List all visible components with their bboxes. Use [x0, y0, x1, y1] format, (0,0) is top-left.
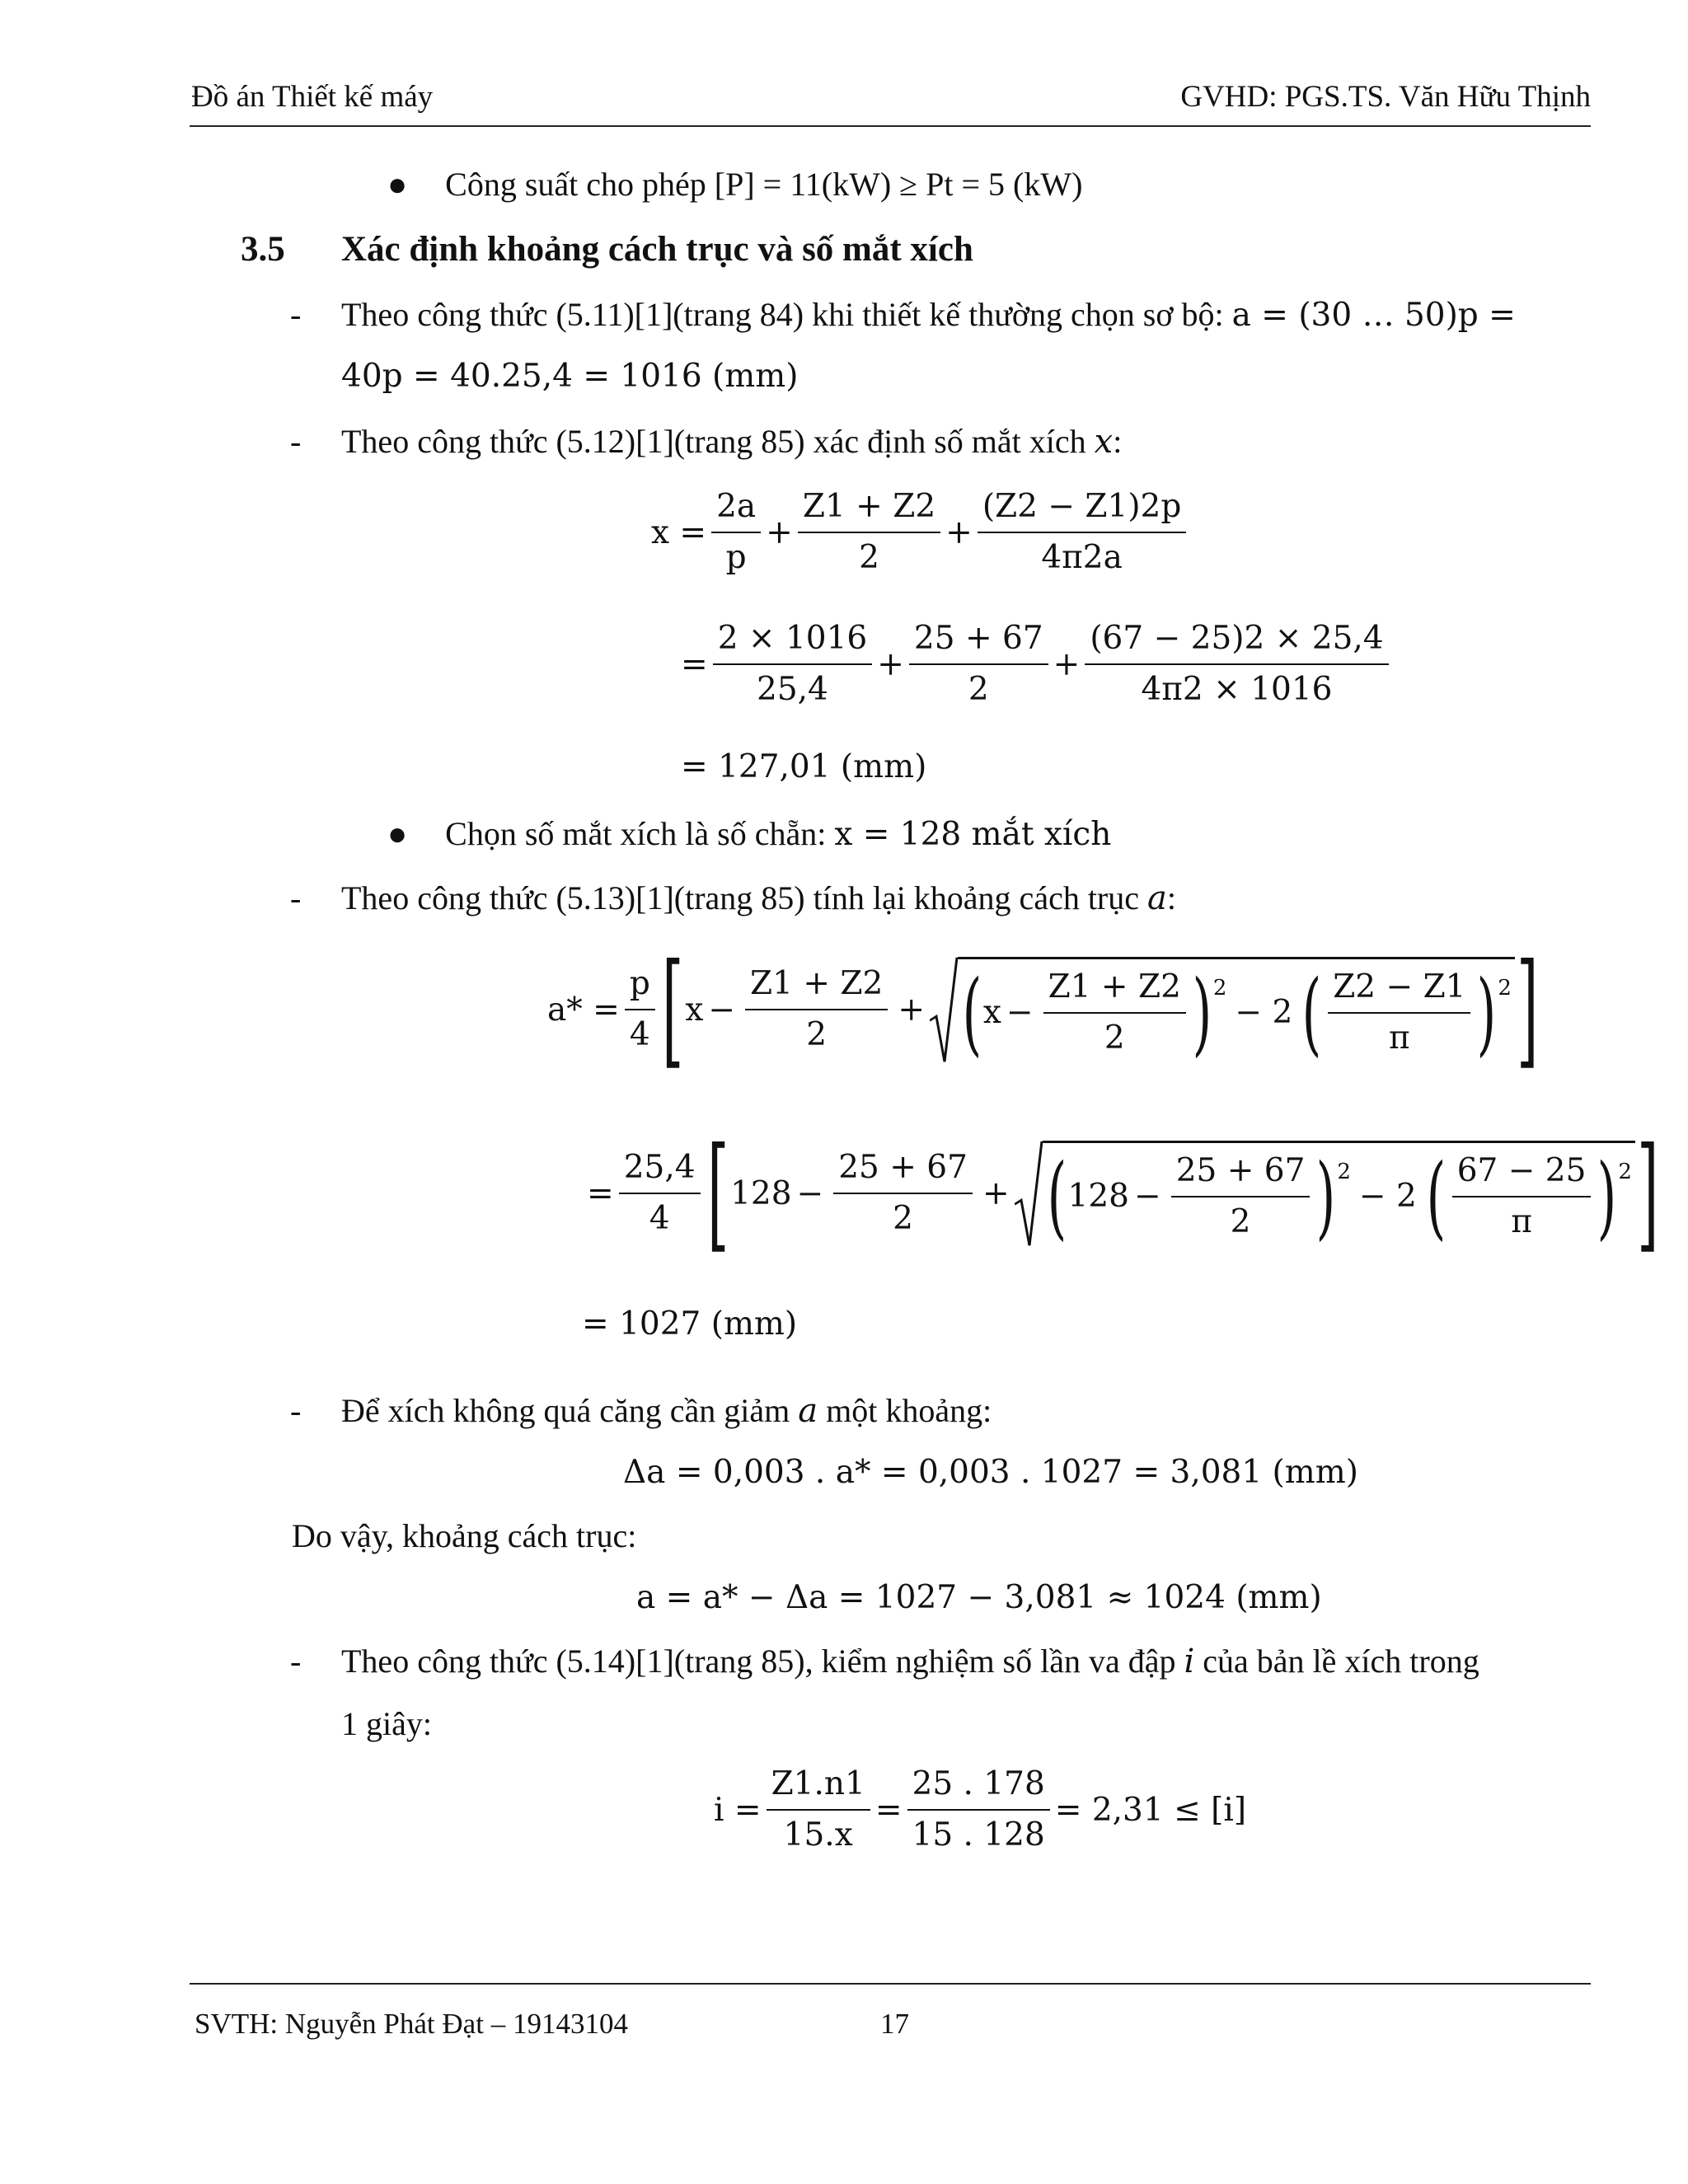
page-number: 17	[880, 2008, 909, 2040]
minus: −	[796, 1174, 824, 1212]
var-x: x	[685, 991, 704, 1029]
denominator: 2	[859, 539, 879, 576]
numerator: Z2 − Z1	[1328, 963, 1470, 1014]
denominator: π	[1389, 1019, 1410, 1057]
header-right: GVHD: PGS.TS. Văn Hữu Thịnh	[1180, 80, 1591, 114]
paragraph-2	[341, 422, 1122, 461]
denominator: 15 . 128	[912, 1816, 1045, 1854]
formula-a-final: a = a* − Δa = 1027 − 3,081 ≈ 1024 (mm)	[636, 1579, 1322, 1616]
eq-i-result: = 2,31 ≤ [i]	[1054, 1791, 1247, 1829]
var-x: x	[982, 994, 1001, 1031]
bullet-dot: ●	[387, 166, 408, 203]
minus-two: − 2	[1235, 994, 1293, 1031]
equation-x-numeric: = $\frac{2 \times 1016}{25,4}$ + $\frac{25 + 67}{2}$ + $\frac{(67 - 25)2 \times 25,4}{4\pi 2 \times 1016}$	[681, 614, 1394, 715]
colon: :	[1113, 423, 1123, 460]
var-x: x	[1094, 423, 1114, 461]
numerator: (67 − 25)2 × 25,4	[1085, 614, 1388, 665]
numerator: 2a	[711, 482, 761, 533]
minus-two: − 2	[1358, 1178, 1417, 1215]
exponent: 2	[1498, 975, 1512, 1001]
dash: -	[290, 423, 302, 460]
equation-a-result: = 1027 (mm)	[582, 1305, 798, 1343]
fraction	[713, 614, 873, 715]
denominator: π	[1511, 1202, 1532, 1240]
fraction	[625, 959, 655, 1060]
numerator: Z1 + Z2	[798, 482, 940, 533]
var-a: a	[1147, 879, 1167, 917]
fraction	[798, 482, 940, 583]
fraction	[833, 1143, 973, 1244]
bullet-choose	[387, 814, 1111, 853]
numerator: Z1 + Z2	[1043, 963, 1186, 1014]
square-root	[930, 957, 1515, 1066]
dash: -	[290, 1643, 302, 1680]
numerator: 25 . 178	[907, 1760, 1050, 1811]
fraction	[619, 1143, 701, 1244]
formula-delta-a: Δa = 0,003 . a* = 0,003 . 1027 = 3,081 (mm)	[623, 1454, 1358, 1491]
numerator: 25 + 67	[833, 1143, 973, 1194]
paragraph-4	[341, 1391, 992, 1430]
numerator: 67 − 25	[1452, 1146, 1592, 1197]
equation-i: i = $\frac{Z1.n1}{15.x}$ = $\frac{25 . 178}{15 . 128}$ = 2,31 ≤ [i]	[714, 1760, 1246, 1860]
equation-a-numeric: = $\frac{25,4}{4}$ [ 128 − $\frac{25 + 67}{2}$ + ( 128 − $\frac{25 + 67}{2}$ ) 2 − 2 ( $\frac{67 - 25}{\pi}$ ) 2 ]	[587, 1122, 1659, 1265]
paragraph-3	[341, 879, 1176, 917]
footer-rule	[190, 1983, 1591, 1985]
eq-x-lhs: x =	[651, 513, 707, 551]
value-128: 128	[1067, 1178, 1129, 1215]
fraction	[711, 482, 761, 583]
eq-a-lhs: a* =	[547, 991, 620, 1029]
equation-x-symbolic: x = $\frac{2a}{p}$ + $\frac{Z1 + Z2}{2}$ + $\frac{(Z2 - Z1)2p}{4\pi 2a}$	[651, 482, 1191, 583]
denominator: 2	[968, 671, 989, 708]
paragraph-4-text2: một khoảng:	[818, 1392, 992, 1429]
fraction	[909, 614, 1048, 715]
numerator: p	[625, 959, 655, 1010]
numerator: 25 + 67	[909, 614, 1048, 665]
exponent: 2	[1337, 1159, 1351, 1184]
paragraph-1-text: Theo công thức (5.11)[1](trang 84) khi thiết kế thường chọn sơ bộ:	[341, 296, 1232, 333]
denominator: 4π2a	[1041, 539, 1123, 576]
radical-sign	[1015, 1141, 1043, 1247]
numerator: 25,4	[619, 1143, 701, 1194]
denominator: 2	[1230, 1202, 1251, 1240]
exponent: 2	[1618, 1159, 1632, 1184]
fraction	[1171, 1146, 1311, 1247]
paragraph-4-text: Để xích không quá căng cần giảm	[341, 1392, 799, 1429]
paragraph-6-text: Theo công thức (5.14)[1](trang 85), kiểm nghiệm số lần va đập	[341, 1643, 1184, 1680]
numerator: 2 × 1016	[713, 614, 873, 665]
denominator: 25,4	[757, 671, 828, 708]
footer-left: SVTH: Nguyễn Phát Đạt – 19143104	[195, 2008, 628, 2040]
eq-i-lhs: i =	[714, 1791, 762, 1829]
header-left: Đồ án Thiết kế máy	[191, 80, 434, 114]
denominator: 4	[649, 1200, 670, 1237]
dash: -	[290, 879, 302, 916]
formula-a-value: 40p = 40.25,4 = 1016 (mm)	[341, 358, 799, 395]
paragraph-2-text: Theo công thức (5.12)[1](trang 85) xác định số mắt xích	[341, 423, 1095, 460]
fraction	[745, 959, 888, 1060]
value-128: 128	[730, 1174, 792, 1212]
fraction	[907, 1760, 1050, 1860]
bullet-power	[387, 165, 1082, 204]
plus: +	[982, 1174, 1010, 1212]
bullet-power-text: Công suất cho phép [P] = 11(kW) ≥ Pt = 5 (kW)	[445, 166, 1083, 203]
header-rule	[190, 125, 1591, 127]
denominator: 15.x	[783, 1816, 853, 1854]
minus: −	[1006, 994, 1034, 1031]
plus: +	[898, 991, 925, 1029]
square-root	[1015, 1141, 1635, 1247]
left-bracket: [	[706, 1122, 729, 1265]
paragraph-6	[341, 1642, 1479, 1680]
numerator: 25 + 67	[1171, 1146, 1311, 1197]
denominator: 2	[806, 1016, 828, 1053]
fraction	[1452, 1146, 1592, 1247]
paragraph-5-text: Do vậy, khoảng cách trục:	[292, 1517, 637, 1554]
fraction	[1085, 614, 1388, 715]
paragraph-1-line1	[341, 295, 1516, 334]
section-title: Xác định khoảng cách trục và số mắt xích	[341, 230, 973, 269]
bullet-choose-text: Chọn số mắt xích là số chẵn:	[445, 815, 835, 852]
numerator: Z1 + Z2	[745, 959, 888, 1010]
section-number: 3.5	[241, 230, 285, 269]
paragraph-6-line2: 1 giây:	[341, 1705, 432, 1742]
bullet-choose-formula: x = 128 mắt xích	[834, 816, 1112, 853]
denominator: 4π2 × 1016	[1141, 671, 1333, 708]
radicand: ( x − $\frac{Z1 + Z2}{2}$ ) 2 − 2 ( $\frac{Z2 - Z1}{\pi}$ ) 2	[958, 957, 1515, 1063]
equation-a-symbolic	[547, 938, 1540, 1081]
fraction	[1043, 963, 1186, 1063]
denominator: 2	[893, 1200, 913, 1237]
minus: −	[708, 991, 736, 1029]
left-bracket: [	[661, 938, 684, 1081]
var-i: i	[1184, 1643, 1195, 1680]
radicand: ( 128 − $\frac{25 + 67}{2}$ ) 2 − 2 ( $\frac{67 - 25}{\pi}$ ) 2	[1043, 1141, 1635, 1247]
denominator: 4	[629, 1016, 650, 1053]
numerator: (Z2 − Z1)2p	[978, 482, 1187, 533]
right-bracket: ]	[1517, 938, 1539, 1081]
right-bracket: ]	[1637, 1122, 1659, 1265]
denominator: p	[725, 539, 747, 576]
exponent: 2	[1212, 975, 1227, 1001]
dash: -	[290, 296, 302, 333]
formula-a-range: a = (30 … 50)p =	[1231, 297, 1516, 334]
fraction	[978, 482, 1187, 583]
minus: −	[1134, 1178, 1161, 1215]
dash: -	[290, 1392, 302, 1429]
fraction	[1328, 963, 1470, 1063]
numerator: Z1.n1	[767, 1760, 870, 1811]
radical-sign	[930, 957, 958, 1063]
colon: :	[1166, 879, 1176, 916]
var-a: a	[798, 1392, 818, 1430]
paragraph-3-text: Theo công thức (5.13)[1](trang 85) tính lại khoảng cách trục	[341, 879, 1148, 916]
bullet-dot: ●	[387, 815, 408, 852]
paragraph-6-text2: của bản lề xích trong	[1194, 1643, 1479, 1680]
fraction	[767, 1760, 870, 1860]
denominator: 2	[1104, 1019, 1125, 1057]
equation-x-result: = 127,01 (mm)	[681, 748, 927, 785]
